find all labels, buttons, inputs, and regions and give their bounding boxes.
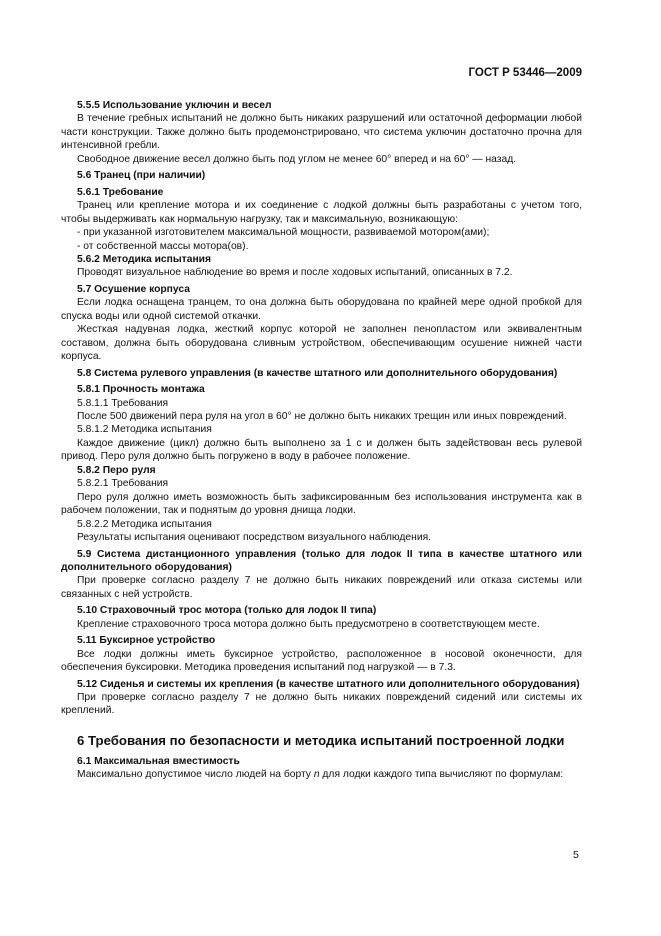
paragraph: Если лодка оснащена транцем, то она должна быть оборудована по крайней мере одной пробкой для спуска воды или одной системой откачки. [61,297,582,322]
section-heading: 5.12 Сиденья и системы их крепления (в качестве штатного или дополнительного оборудования) [77,678,580,690]
section-heading: 5.11 Буксирное устройство [77,635,216,647]
standard-number: ГОСТ Р 53446—2009 [468,67,582,79]
section-heading: 5.6.1 Требование [77,186,164,198]
section-heading: 5.6 Транец (при наличии) [77,170,206,182]
paragraph: Транец или крепление мотора и их соединение с лодкой должны быть разработаны с учетом того, чтобы выдерживать как нормальную нагрузку, так и максимальную, возникающую: [61,200,582,225]
list-item: - от собственной массы мотора(ов). [77,240,249,252]
section-heading: 5.7 Осушение корпуса [77,283,190,295]
section-heading: 5.6.2 Методика испытания [77,253,211,265]
paragraph: Жесткая надувная лодка, жесткий корпус которой не заполнен пенопластом или эквивалентным составом, должна быть оборудована сливным устройством, обеспечивающим осушение нижней части корпуса. [61,324,582,363]
section-heading: 5.8.2 Перо руля [77,464,156,476]
document-body [61,99,582,782]
subsection-label: 5.8.2.1 Требования [77,478,169,490]
paragraph: Свободное движение весел должно быть под углом не менее 60° вперед и на 60° — назад. [77,153,517,165]
paragraph: В течение гребных испытаний не должно быть никаких разрушений или остаточной деформации любой части конструкции. Также должно быть продемонстрировано, что система уключин достаточно прочна для интенсивной гребли. [61,113,582,152]
subsection-label: 5.8.1.1 Требования [77,397,169,409]
section-heading: 6.1 Максимальная вместимость [77,755,240,767]
paragraph: Все лодки должны иметь буксирное устройство, расположенное в носовой оконечности, для обеспечения буксировки. Методика проведения испытаний под нагрузкой — в 7.3. [61,648,582,674]
paragraph: Проводят визуальное наблюдение во время и после ходовых испытаний, описанных в 7.2. [77,267,513,279]
paragraph [61,768,582,781]
paragraph-text: Максимально допустимое число людей на борту [77,769,314,781]
paragraph: При проверке согласно разделу 7 не должно быть никаких повреждений сидений или системы их креплений. [61,692,582,717]
paragraph: Перо руля должно иметь возможность быть зафиксированным без использования инструмента как в рабочем положении, так и поднятым до уровня днища лодки. [61,491,582,517]
subsection-label: 5.8.2.2 Методика испытания [77,518,212,530]
section-heading: 5.9 Система дистанционного управления (только для лодок II типа в качестве штатного или дополнительного оборудования) [61,548,582,573]
paragraph: При проверке согласно разделу 7 не должно быть никаких повреждений или отказа системы или связанных с ней устройств. [61,575,582,600]
paragraph: После 500 движений пера руля на угол в 60° не должно быть никаких трещин или иных повреждений. [77,410,567,422]
chapter-heading: 6 Требования по безопасности и методика испытаний построенной лодки [77,732,565,748]
subsection-label: 5.8.1.2 Методика испытания [77,424,212,436]
variable-n: n [313,769,320,781]
section-heading: 5.10 Страховочный трос мотора (только для лодок II типа) [77,605,377,617]
page-number: 5 [573,849,579,861]
section-heading: 5.8 Система рулевого управления (в качестве штатного или дополнительного оборудования) [77,367,558,379]
paragraph: Крепление страховочного троса мотора должно быть предусмотрено в соответствующем месте. [77,618,540,630]
paragraph-text: для лодки каждого типа вычисляют по формулам: [319,769,564,781]
paragraph: Результаты испытания оценивают посредством визуального наблюдения. [77,532,432,544]
paragraph: Каждое движение (цикл) должно быть выполнено за 1 с и должен быть задействован весь рулевой привод. Перо руля должно быть погружено в воду в рабочее положение. [61,437,582,463]
list-item: - при указанной изготовителем максимальной мощности, развиваемой мотором(ами); [77,227,490,239]
section-heading: 5.8.1 Прочность монтажа [77,384,205,396]
section-heading: 5.5.5 Использование уключин и весел [77,100,272,111]
